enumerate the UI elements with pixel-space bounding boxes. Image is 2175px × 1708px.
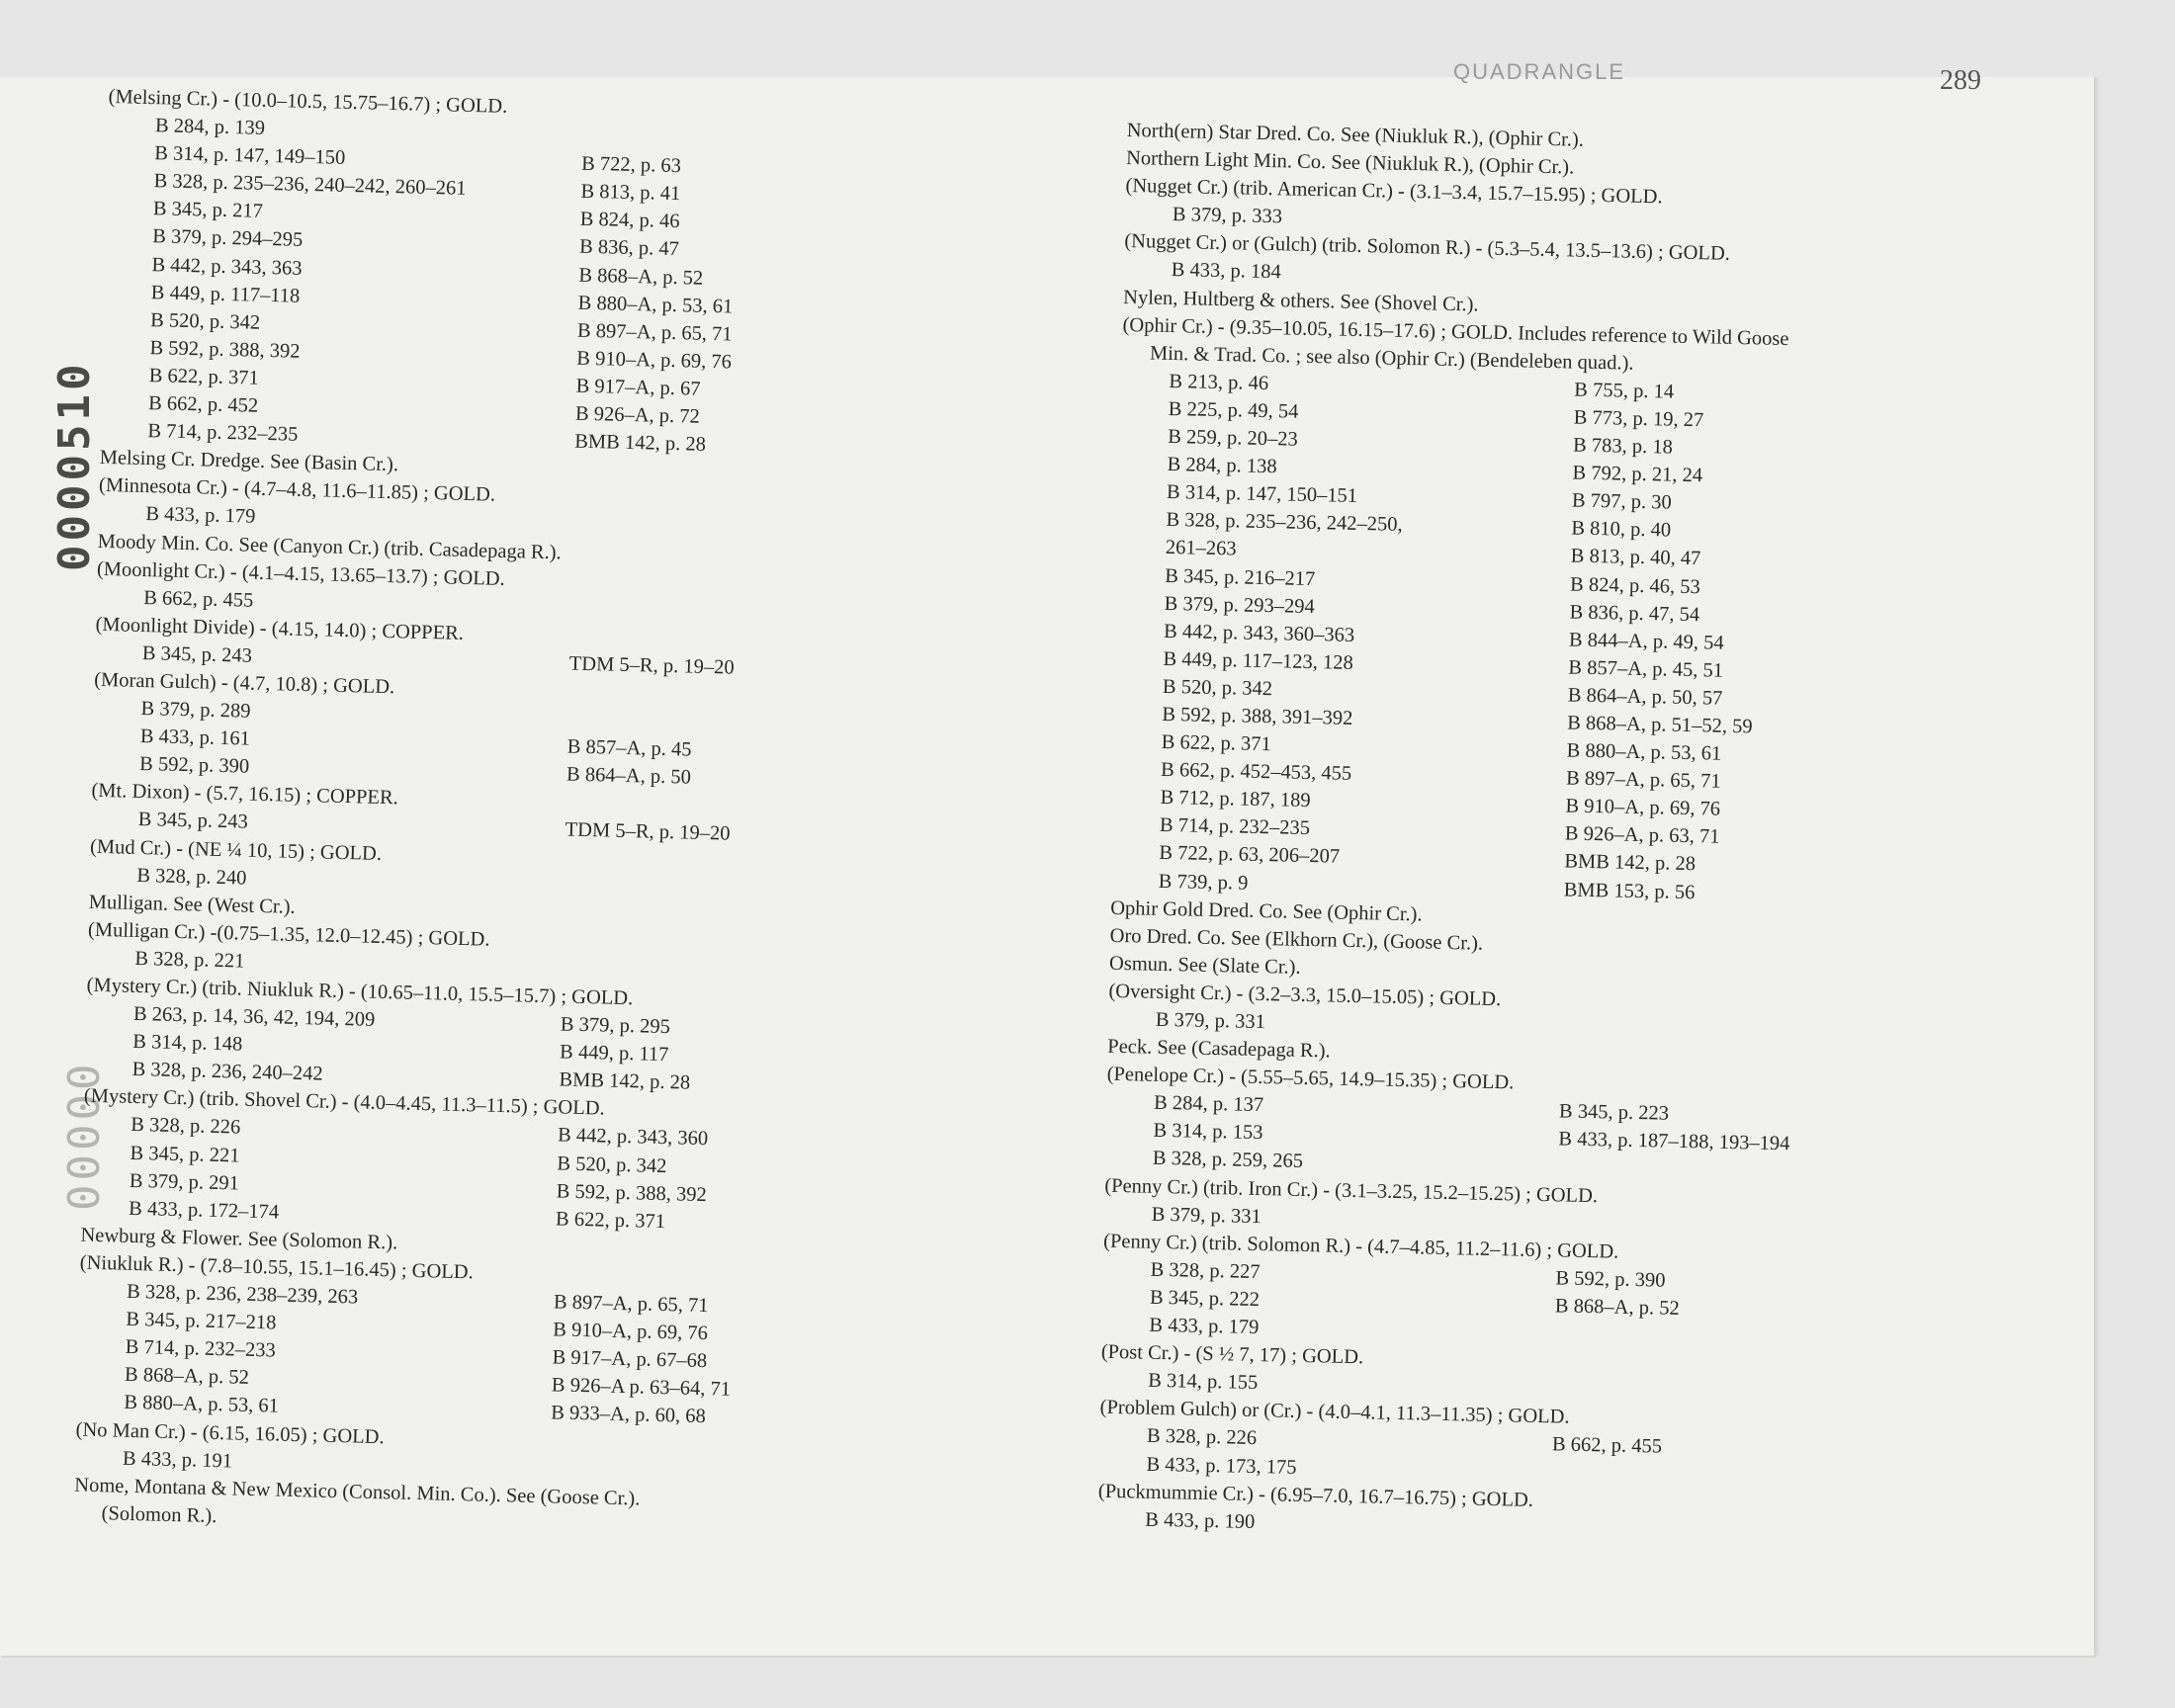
reference-left: B 433, p. 191 xyxy=(122,1447,233,1473)
page-number: 289 xyxy=(1940,65,1981,96)
reference-left: B 449, p. 117–123, 128 xyxy=(1163,647,1354,674)
reference-right: B 792, p. 21, 24 xyxy=(1572,462,1703,487)
reference-right: BMB 142, p. 28 xyxy=(1564,850,1696,876)
index-entry-heading: North(ern) Star Dred. Co. See (Niukluk R.), (Ophir Cr.). xyxy=(1126,119,1585,151)
index-entry-heading: (Puckmummie Cr.) - (6.95–7.0, 16.7–16.75) ; GOLD. xyxy=(1097,1480,1534,1511)
index-entry-heading: (Niukluk R.) - (7.8–10.55, 15.1–16.45) ; GOLD. xyxy=(79,1251,474,1284)
reference-left: B 592, p. 390 xyxy=(138,753,250,778)
reference-right: B 345, p. 223 xyxy=(1558,1100,1670,1125)
reference-right: B 910–A, p. 69, 76 xyxy=(553,1319,709,1345)
reference-right: B 813, p. 40, 47 xyxy=(1570,545,1701,570)
reference-left: B 314, p. 148 xyxy=(132,1031,243,1056)
reference-right: TDM 5–R, p. 19–20 xyxy=(565,818,731,846)
reference-right: B 868–A, p. 52 xyxy=(1554,1295,1680,1320)
index-entry-heading: Nome, Montana & New Mexico (Consol. Min. Co.). See (Goose Cr.). xyxy=(74,1474,641,1510)
reference-right: B 897–A, p. 65, 71 xyxy=(576,319,733,346)
reference-right: B 880–A, p. 53, 61 xyxy=(577,292,734,318)
reference-left: B 622, p. 371 xyxy=(1161,730,1272,756)
reference-right: BMB 142, p. 28 xyxy=(574,430,707,456)
right-column xyxy=(1097,117,2017,1551)
reference-right: B 880–A, p. 53, 61 xyxy=(1566,739,1722,765)
reference-right: B 662, p. 455 xyxy=(1551,1433,1663,1459)
reference-left: B 345, p. 217 xyxy=(152,198,264,223)
index-entry-heading: (Penny Cr.) (trib. Solomon R.) - (4.7–4.85, 11.2–11.6) ; GOLD. xyxy=(1102,1230,1619,1263)
reference-left: B 328, p. 236, 238–239, 263 xyxy=(126,1280,359,1309)
index-entry-heading: Ophir Gold Dred. Co. See (Ophir Cr.). xyxy=(1110,897,1423,926)
index-entry-heading: (Ophir Cr.) - (9.35–10.05, 16.15–17.6) ; GOLD. Includes reference to Wild Goose xyxy=(1122,313,1789,350)
reference-left: B 662, p. 452 xyxy=(147,392,259,417)
index-entry-heading: Osmun. See (Slate Cr.). xyxy=(1108,952,1301,979)
index-entry-heading: (No Man Cr.) - (6.15, 16.05) ; GOLD. xyxy=(75,1418,385,1448)
index-entry-heading: (Minnesota Cr.) - (4.7–4.8, 11.6–11.85) ; GOLD. xyxy=(98,474,496,506)
index-entry-heading: Newburg & Flower. See (Solomon R.). xyxy=(80,1224,398,1254)
reference-right: B 836, p. 47, 54 xyxy=(1569,601,1700,626)
reference-right: B 449, p. 117 xyxy=(559,1041,669,1067)
archive-stamp: 0000510 xyxy=(49,360,100,571)
reference-left: B 345, p. 222 xyxy=(1149,1286,1261,1312)
reference-right: BMB 153, p. 56 xyxy=(1563,878,1696,903)
reference-left: B 433, p. 190 xyxy=(1145,1508,1256,1533)
reference-right: B 442, p. 343, 360 xyxy=(557,1124,709,1151)
reference-right: B 910–A, p. 69, 76 xyxy=(576,347,733,374)
reference-left: B 739, p. 9 xyxy=(1158,870,1249,895)
reference-left: B 225, p. 49, 54 xyxy=(1168,397,1299,423)
reference-right: B 864–A, p. 50, 57 xyxy=(1567,684,1723,710)
reference-left: B 442, p. 343, 363 xyxy=(151,253,303,280)
reference-right: B 592, p. 390 xyxy=(1555,1267,1666,1292)
left-column xyxy=(73,83,859,1545)
reference-left: B 328, p. 240 xyxy=(136,864,247,890)
index-entry-heading: (Nugget Cr.) (trib. American Cr.) - (3.1–3.4, 15.7–15.95) ; GOLD. xyxy=(1125,175,1663,209)
reference-left: 261–263 xyxy=(1165,537,1237,560)
reference-left: B 379, p. 291 xyxy=(129,1169,240,1195)
reference-left: B 284, p. 137 xyxy=(1153,1092,1264,1117)
reference-left: B 520, p. 342 xyxy=(1162,675,1273,701)
index-entry-continuation: Min. & Trad. Co. ; see also (Ophir Cr.) (Bendeleben quad.). xyxy=(1149,342,1634,375)
reference-left: B 314, p. 147, 150–151 xyxy=(1166,481,1358,508)
reference-left: B 284, p. 139 xyxy=(154,115,266,139)
reference-left: B 622, p. 371 xyxy=(148,365,260,389)
index-entry-heading: (Melsing Cr.) - (10.0–10.5, 15.75–16.7) ; GOLD. xyxy=(108,85,508,118)
index-entry-heading: (Mud Cr.) - (NE ¼ 10, 15) ; GOLD. xyxy=(89,835,383,865)
reference-right: B 926–A p. 63–64, 71 xyxy=(551,1374,732,1402)
reference-left: B 714, p. 232–233 xyxy=(125,1336,277,1362)
index-entry-heading: (Nugget Cr.) or (Gulch) (trib. Solomon R.) - (5.3–5.4, 13.5–13.6) ; GOLD. xyxy=(1124,230,1731,266)
reference-right: B 722, p. 63 xyxy=(580,152,682,178)
reference-left: B 868–A, p. 52 xyxy=(124,1364,250,1390)
reference-left: B 345, p. 243 xyxy=(137,809,249,834)
reference-left: B 328, p. 259, 265 xyxy=(1152,1148,1304,1173)
reference-left: B 328, p. 236, 240–242 xyxy=(131,1059,323,1085)
reference-right: B 824, p. 46, 53 xyxy=(1569,572,1700,598)
reference-left: B 314, p. 153 xyxy=(1153,1120,1263,1145)
reference-left: B 379, p. 333 xyxy=(1172,204,1283,228)
index-entry-heading: (Mt. Dixon) - (5.7, 16.15) ; COPPER. xyxy=(91,780,399,810)
reference-left: B 592, p. 388, 391–392 xyxy=(1162,703,1353,729)
reference-left: B 433, p. 161 xyxy=(139,726,251,750)
index-entry-heading: Moody Min. Co. See (Canyon Cr.) (trib. Casadepaga R.). xyxy=(97,530,562,563)
reference-left: B 345, p. 217–218 xyxy=(126,1308,277,1334)
reference-left: B 712, p. 187, 189 xyxy=(1160,787,1311,812)
reference-left: B 449, p. 117–118 xyxy=(150,281,301,307)
reference-right: B 797, p. 30 xyxy=(1571,489,1672,514)
index-entry-heading: (Penelope Cr.) - (5.55–5.65, 14.9–15.35) ; GOLD. xyxy=(1106,1063,1515,1094)
reference-left: B 433, p. 179 xyxy=(1149,1314,1260,1339)
reference-left: B 662, p. 452–453, 455 xyxy=(1160,759,1352,786)
reference-right: B 917–A, p. 67 xyxy=(575,375,701,400)
reference-left: B 263, p. 14, 36, 42, 194, 209 xyxy=(132,1002,376,1031)
reference-left: B 328, p. 235–236, 242–250, xyxy=(1166,509,1403,537)
reference-right: B 783, p. 18 xyxy=(1572,434,1674,459)
reference-right: B 897–A, p. 65, 71 xyxy=(1565,767,1721,793)
index-entry-heading: Peck. See (Casadepaga R.). xyxy=(1107,1035,1331,1063)
index-entry-heading: (Moonlight Cr.) - (4.1–4.15, 13.65–13.7) ; GOLD. xyxy=(96,557,505,590)
index-entry-heading: Mulligan. See (West Cr.). xyxy=(88,891,296,918)
reference-left: B 714, p. 232–235 xyxy=(147,420,299,446)
reference-right: B 868–A, p. 52 xyxy=(578,264,704,290)
reference-left: B 328, p. 221 xyxy=(134,947,245,973)
reference-right: B 897–A, p. 65, 71 xyxy=(553,1291,709,1318)
reference-right: B 926–A, p. 72 xyxy=(574,402,701,428)
reference-left: B 345, p. 243 xyxy=(141,641,253,667)
index-entry-heading: Northern Light Min. Co. See (Niukluk R.), (Ophir Cr.). xyxy=(1125,147,1575,179)
index-entry-heading: (Oversight Cr.) - (3.2–3.3, 15.0–15.05) ; GOLD. xyxy=(1108,980,1502,1011)
reference-left: B 314, p. 147, 149–150 xyxy=(154,142,346,170)
reference-right: B 810, p. 40 xyxy=(1571,517,1672,542)
index-entry-heading: (Penny Cr.) (trib. Iron Cr.) - (3.1–3.25, 15.2–15.25) ; GOLD. xyxy=(1104,1174,1599,1207)
index-entry-heading: (Mystery Cr.) (trib. Shovel Cr.) - (4.0–4.45, 11.3–11.5) ; GOLD. xyxy=(83,1085,605,1120)
reference-left: B 433, p. 179 xyxy=(145,503,256,529)
reference-right: B 868–A, p. 51–52, 59 xyxy=(1567,712,1753,738)
reference-right: B 864–A, p. 50 xyxy=(566,763,692,789)
running-header: QUADRANGLE xyxy=(1453,59,1626,84)
reference-right: BMB 142, p. 28 xyxy=(559,1068,691,1094)
reference-left: B 442, p. 343, 360–363 xyxy=(1163,620,1355,646)
faded-archive-stamp: 00000 xyxy=(59,1060,110,1211)
reference-left: B 379, p. 289 xyxy=(140,698,251,723)
index-entry-heading: (Post Cr.) - (S ½ 7, 17) ; GOLD. xyxy=(1100,1340,1364,1369)
index-entry-heading: (Problem Gulch) or (Cr.) - (4.0–4.1, 11.3–11.35) ; GOLD. xyxy=(1099,1397,1570,1428)
reference-right: B 824, p. 46 xyxy=(579,209,680,233)
reference-right: B 857–A, p. 45 xyxy=(566,735,692,761)
reference-left: B 520, p. 342 xyxy=(149,308,261,334)
reference-right: B 520, p. 342 xyxy=(557,1152,667,1177)
index-entry-heading: (Moonlight Divide) - (4.15, 14.0) ; COPPER. xyxy=(95,613,465,644)
reference-right: B 926–A, p. 63, 71 xyxy=(1564,822,1720,849)
reference-left: B 284, p. 138 xyxy=(1167,454,1277,478)
reference-left: B 433, p. 173, 175 xyxy=(1146,1453,1297,1479)
reference-left: B 314, p. 155 xyxy=(1147,1369,1259,1395)
reference-right: B 813, p. 41 xyxy=(580,180,681,206)
reference-left: B 880–A, p. 53, 61 xyxy=(124,1392,280,1418)
reference-left: B 328, p. 226 xyxy=(130,1114,241,1140)
reference-right: B 755, p. 14 xyxy=(1574,379,1675,403)
reference-right: B 379, p. 295 xyxy=(560,1013,671,1039)
reference-left: B 433, p. 184 xyxy=(1171,259,1282,284)
reference-right: B 933–A, p. 60, 68 xyxy=(550,1402,707,1428)
index-entry-continuation: (Solomon R.). xyxy=(101,1502,218,1527)
reference-left: B 379, p. 331 xyxy=(1151,1203,1262,1228)
reference-left: B 345, p. 221 xyxy=(130,1142,240,1167)
reference-left: B 714, p. 232–235 xyxy=(1159,814,1311,840)
reference-right: B 844–A, p. 49, 54 xyxy=(1568,629,1724,654)
reference-right: B 773, p. 19, 27 xyxy=(1573,406,1704,432)
reference-left: B 592, p. 388, 392 xyxy=(149,336,301,363)
reference-left: B 345, p. 216–217 xyxy=(1165,564,1316,590)
reference-left: B 379, p. 293–294 xyxy=(1164,592,1315,618)
reference-left: B 379, p. 294–295 xyxy=(151,225,304,252)
reference-right: B 433, p. 187–188, 193–194 xyxy=(1558,1128,1790,1155)
reference-right: B 622, p. 371 xyxy=(555,1208,666,1233)
reference-right: TDM 5–R, p. 19–20 xyxy=(568,652,735,679)
index-entry-heading: (Moran Gulch) - (4.7, 10.8) ; GOLD. xyxy=(93,668,395,699)
reference-right: B 836, p. 47 xyxy=(578,236,680,261)
reference-right: B 592, p. 388, 392 xyxy=(556,1180,708,1206)
index-entry-heading: Nylen, Hultberg & others. See (Shovel Cr.). xyxy=(1122,286,1479,316)
reference-left: B 328, p. 226 xyxy=(1146,1425,1258,1450)
reference-left: B 328, p. 235–236, 240–242, 260–261 xyxy=(153,170,467,201)
reference-right: B 910–A, p. 69, 76 xyxy=(1565,795,1721,820)
reference-left: B 259, p. 20–23 xyxy=(1167,425,1298,451)
index-entry-heading: (Mystery Cr.) (trib. Niukluk R.) - (10.65–11.0, 15.5–15.7) ; GOLD. xyxy=(86,974,634,1010)
reference-left: B 433, p. 172–174 xyxy=(128,1197,280,1224)
index-entry-heading: Oro Dred. Co. See (Elkhorn Cr.), (Goose Cr.). xyxy=(1109,924,1484,955)
reference-right: B 917–A, p. 67–68 xyxy=(552,1346,708,1373)
reference-left: B 213, p. 46 xyxy=(1169,370,1269,394)
reference-left: B 662, p. 455 xyxy=(143,586,254,612)
reference-left: B 379, p. 331 xyxy=(1155,1008,1266,1034)
reference-left: B 328, p. 227 xyxy=(1150,1258,1261,1283)
reference-right: B 857–A, p. 45, 51 xyxy=(1568,656,1724,682)
index-entry-heading: (Mulligan Cr.) -(0.75–1.35, 12.0–12.45) ; GOLD. xyxy=(87,918,490,951)
index-entry-heading: Melsing Cr. Dredge. See (Basin Cr.). xyxy=(99,447,399,476)
reference-left: B 722, p. 63, 206–207 xyxy=(1159,842,1341,869)
